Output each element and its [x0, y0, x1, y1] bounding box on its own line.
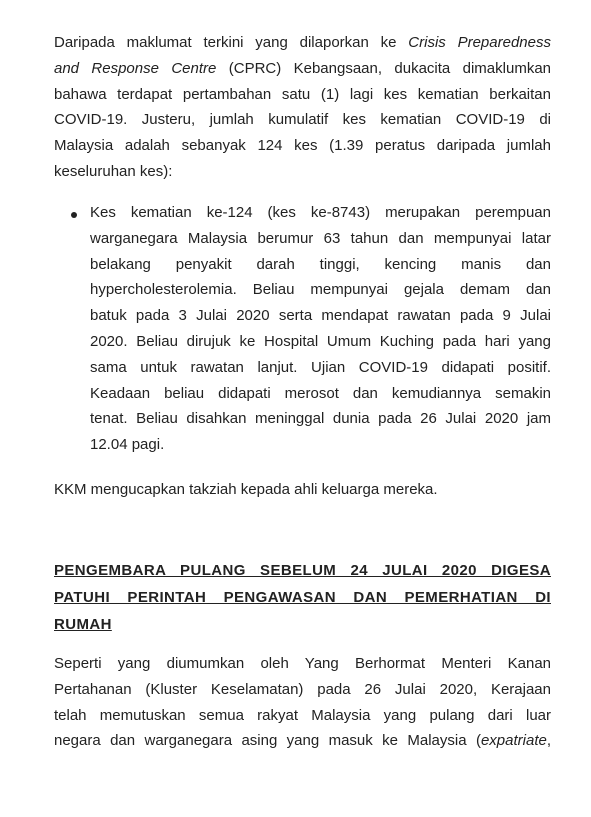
condolence-text: KKM mengucapkan takziah kepada ahli keluarga mereka. — [54, 481, 438, 498]
bullet-line-1: Kes kematian ke-124 (kes ke-8743) merupakan perempuan — [90, 204, 551, 221]
intro-paragraph — [54, 30, 551, 185]
intro-line-1 — [54, 30, 551, 56]
bullet-line-4: hypercholesterolemia. Beliau mempunyai gejala demam dan — [90, 281, 551, 299]
bullet-line-2: warganegara Malaysia berumur 63 tahun dan mempunyai latar — [90, 229, 551, 247]
death-case-bullet — [90, 200, 551, 458]
announcement-emphasis: expatriate — [480, 732, 547, 750]
intro-text: (CPRC) Kebangsaan, dukacita dimaklumkan — [216, 59, 552, 77]
heading-line-2: PATUHI PERINTAH PENGAWASAN DAN PEMERHATIAN DI — [54, 589, 551, 606]
intro-emphasis: and Response Centre — [54, 59, 217, 77]
announcement-paragraph — [54, 651, 551, 754]
heading-line-1: PENGEMBARA PULANG SEBELUM 24 JULAI 2020 DIGESA — [54, 562, 551, 579]
intro-line-6: keseluruhan kes): — [54, 162, 173, 180]
condolence-paragraph — [54, 477, 551, 503]
bullet-line-8: Keadaan beliau didapati merosot dan kemudiannya semakin — [90, 384, 551, 402]
intro-text: Daripada maklumat terkini yang dilaporkan ke — [54, 34, 409, 51]
bullet-line-9: tenat. Beliau disahkan meninggal dunia pada 26 Julai 2020 jam — [90, 410, 551, 428]
section-heading — [54, 557, 551, 638]
announcement-line-3: telah memutuskan semua rakyat Malaysia yang pulang dari luar — [54, 706, 551, 724]
intro-emphasis: Crisis Preparedness — [408, 34, 551, 51]
bullet-line-5: batuk pada 3 Julai 2020 serta mendapat rawatan pada 9 Julai — [90, 307, 551, 325]
announcement-line-4 — [54, 728, 551, 754]
announcement-text: , — [546, 732, 551, 750]
bullet-line-3: belakang penyakit darah tinggi, kencing manis dan — [90, 255, 551, 273]
intro-line-3: bahawa terdapat pertambahan satu (1) lagi kes kematian berkaitan — [54, 85, 551, 103]
bullet-line-10: 12.04 pagi. — [90, 436, 165, 454]
heading-line-3: RUMAH — [54, 616, 112, 633]
announcement-line-1: Seperti yang diumumkan oleh Yang Berhormat Menteri Kanan — [54, 655, 551, 672]
bullet-line-7: sama untuk rawatan lanjut. Ujian COVID-19 didapati positif. — [90, 358, 551, 376]
bullet-line-6: 2020. Beliau dirujuk ke Hospital Umum Kuching pada hari yang — [90, 332, 551, 350]
announcement-text: negara dan warganegara asing yang masuk ke Malaysia ( — [54, 732, 481, 750]
bullet-point-marker — [71, 212, 77, 218]
announcement-line-2: Pertahanan (Kluster Keselamatan) pada 26 Julai 2020, Kerajaan — [54, 680, 551, 698]
intro-line-2 — [54, 56, 551, 82]
intro-line-4: COVID-19. Justeru, jumlah kumulatif kes kematian COVID-19 di — [54, 111, 551, 129]
intro-line-5: Malaysia adalah sebanyak 124 kes (1.39 peratus daripada jumlah — [54, 137, 551, 155]
